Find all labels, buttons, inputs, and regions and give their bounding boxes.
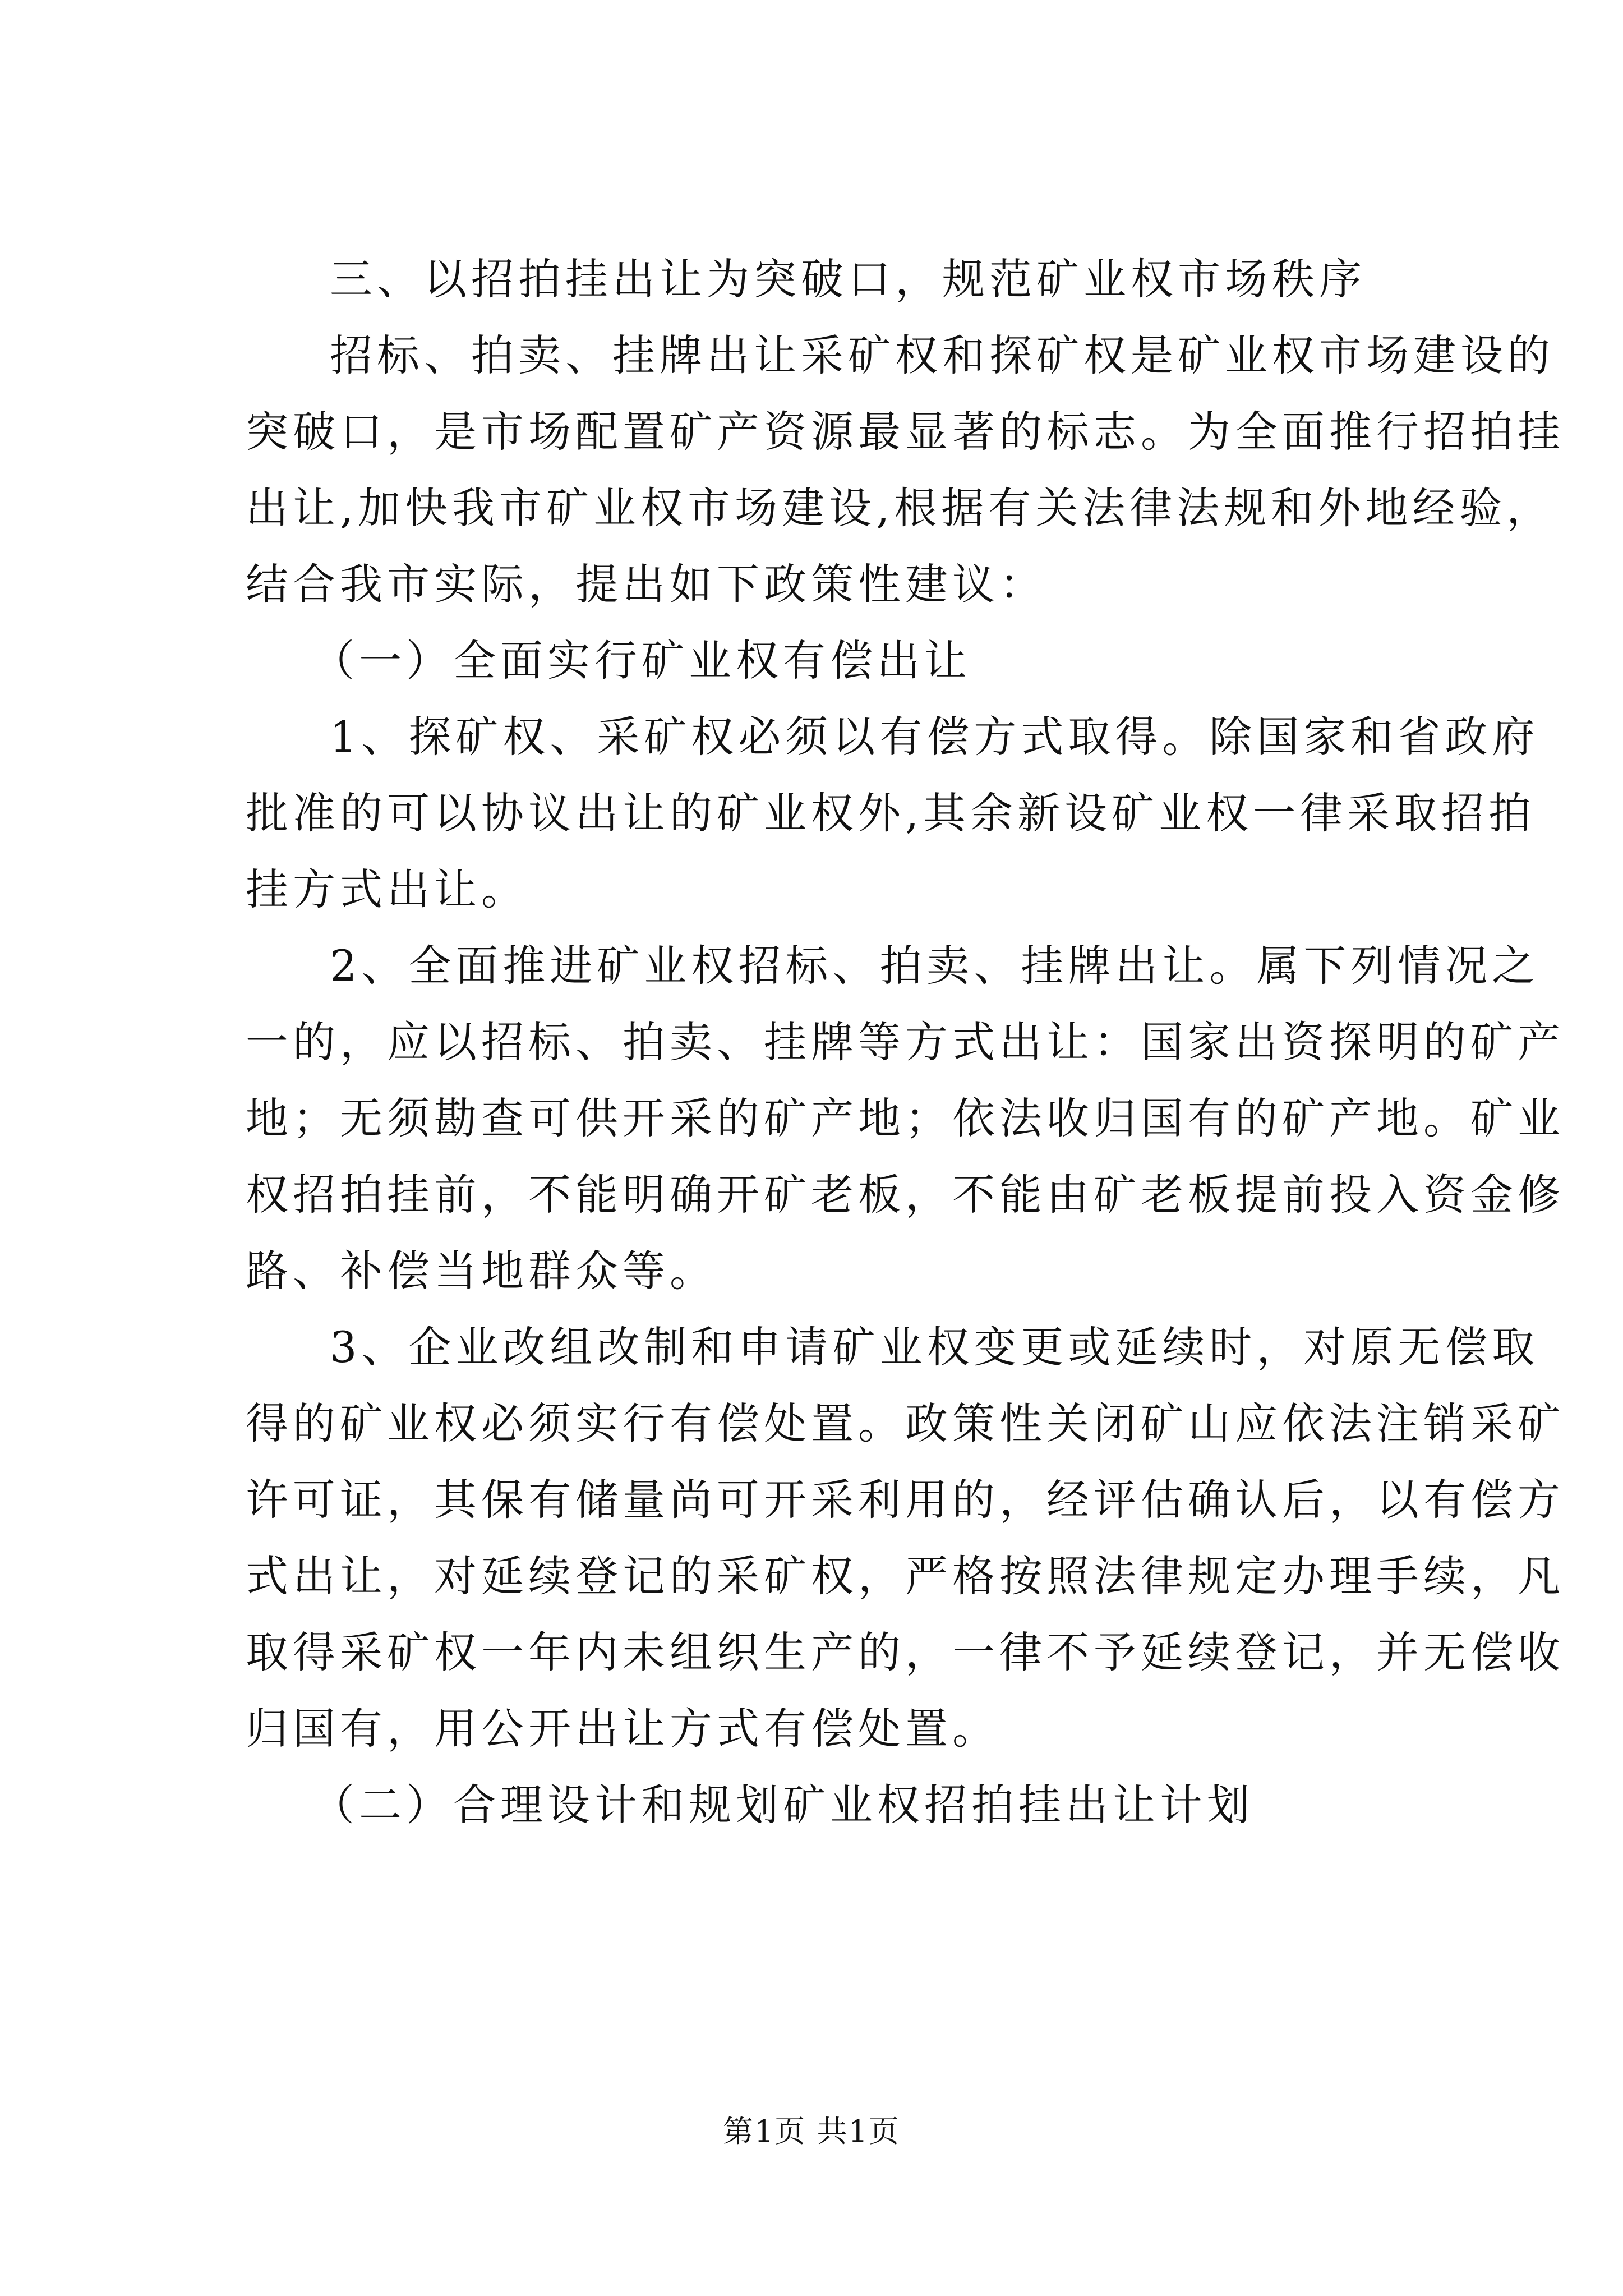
paragraph-line: 得的矿业权必须实行有偿处置。政策性关闭矿山应依法注销采矿 — [246, 1398, 1565, 1448]
paragraph-line: 结合我市实际，提出如下政策性建议： — [246, 559, 1046, 609]
paragraph-line: 权招拍挂前，不能明确开矿老板，不能由矿老板提前投入资金修 — [246, 1170, 1565, 1220]
section-heading-3: 三、以招拍挂出让为突破口，规范矿业权市场秩序 — [330, 254, 1366, 304]
paragraph-line: 招标、拍卖、挂牌出让采矿权和探矿权是矿业权市场建设的 — [330, 330, 1555, 380]
paragraph-line: 许可证，其保有储量尚可开采利用的，经评估确认后，以有偿方 — [246, 1475, 1565, 1525]
paragraph-line: 出让,加快我市矿业权市场建设,根据有关法律法规和外地经验， — [246, 483, 1554, 533]
paragraph-line: 式出让，对延续登记的采矿权，严格按照法律规定办理手续，凡 — [246, 1551, 1565, 1601]
paragraph-line: 路、补偿当地群众等。 — [246, 1246, 717, 1296]
paragraph-line: 挂方式出让。 — [246, 864, 528, 914]
paragraph-line: 突破口，是市场配置矿产资源最显著的标志。为全面推行招拍挂 — [246, 407, 1565, 457]
paragraph-line: 批准的可以协议出让的矿业权外,其余新设矿业权一律采取招拍 — [246, 788, 1536, 838]
paragraph-line: 地；无须勘查可供开采的矿产地；依法收归国有的矿产地。矿业 — [246, 1093, 1565, 1143]
paragraph-line: 3、企业改组改制和申请矿业权变更或延续时，对原无偿取 — [330, 1322, 1539, 1372]
paragraph-line: 2、全面推进矿业权招标、拍卖、挂牌出让。属下列情况之 — [330, 941, 1539, 991]
paragraph-line: 1、探矿权、采矿权必须以有偿方式取得。除国家和省政府 — [330, 712, 1539, 762]
paragraph-line: 归国有，用公开出让方式有偿处置。 — [246, 1704, 999, 1754]
page-number-footer: 第1页 共1页 — [723, 2114, 900, 2149]
paragraph-line: 一的，应以招标、拍卖、挂牌等方式出让：国家出资探明的矿产 — [246, 1017, 1565, 1067]
subsection-heading-1: （一）全面实行矿业权有偿出让 — [312, 636, 971, 685]
paragraph-line: 取得采矿权一年内未组织生产的，一律不予延续登记，并无偿收 — [246, 1627, 1565, 1677]
document-body — [246, 241, 1565, 1843]
subsection-heading-2: （二）合理设计和规划矿业权招拍挂出让计划 — [312, 1780, 1254, 1830]
